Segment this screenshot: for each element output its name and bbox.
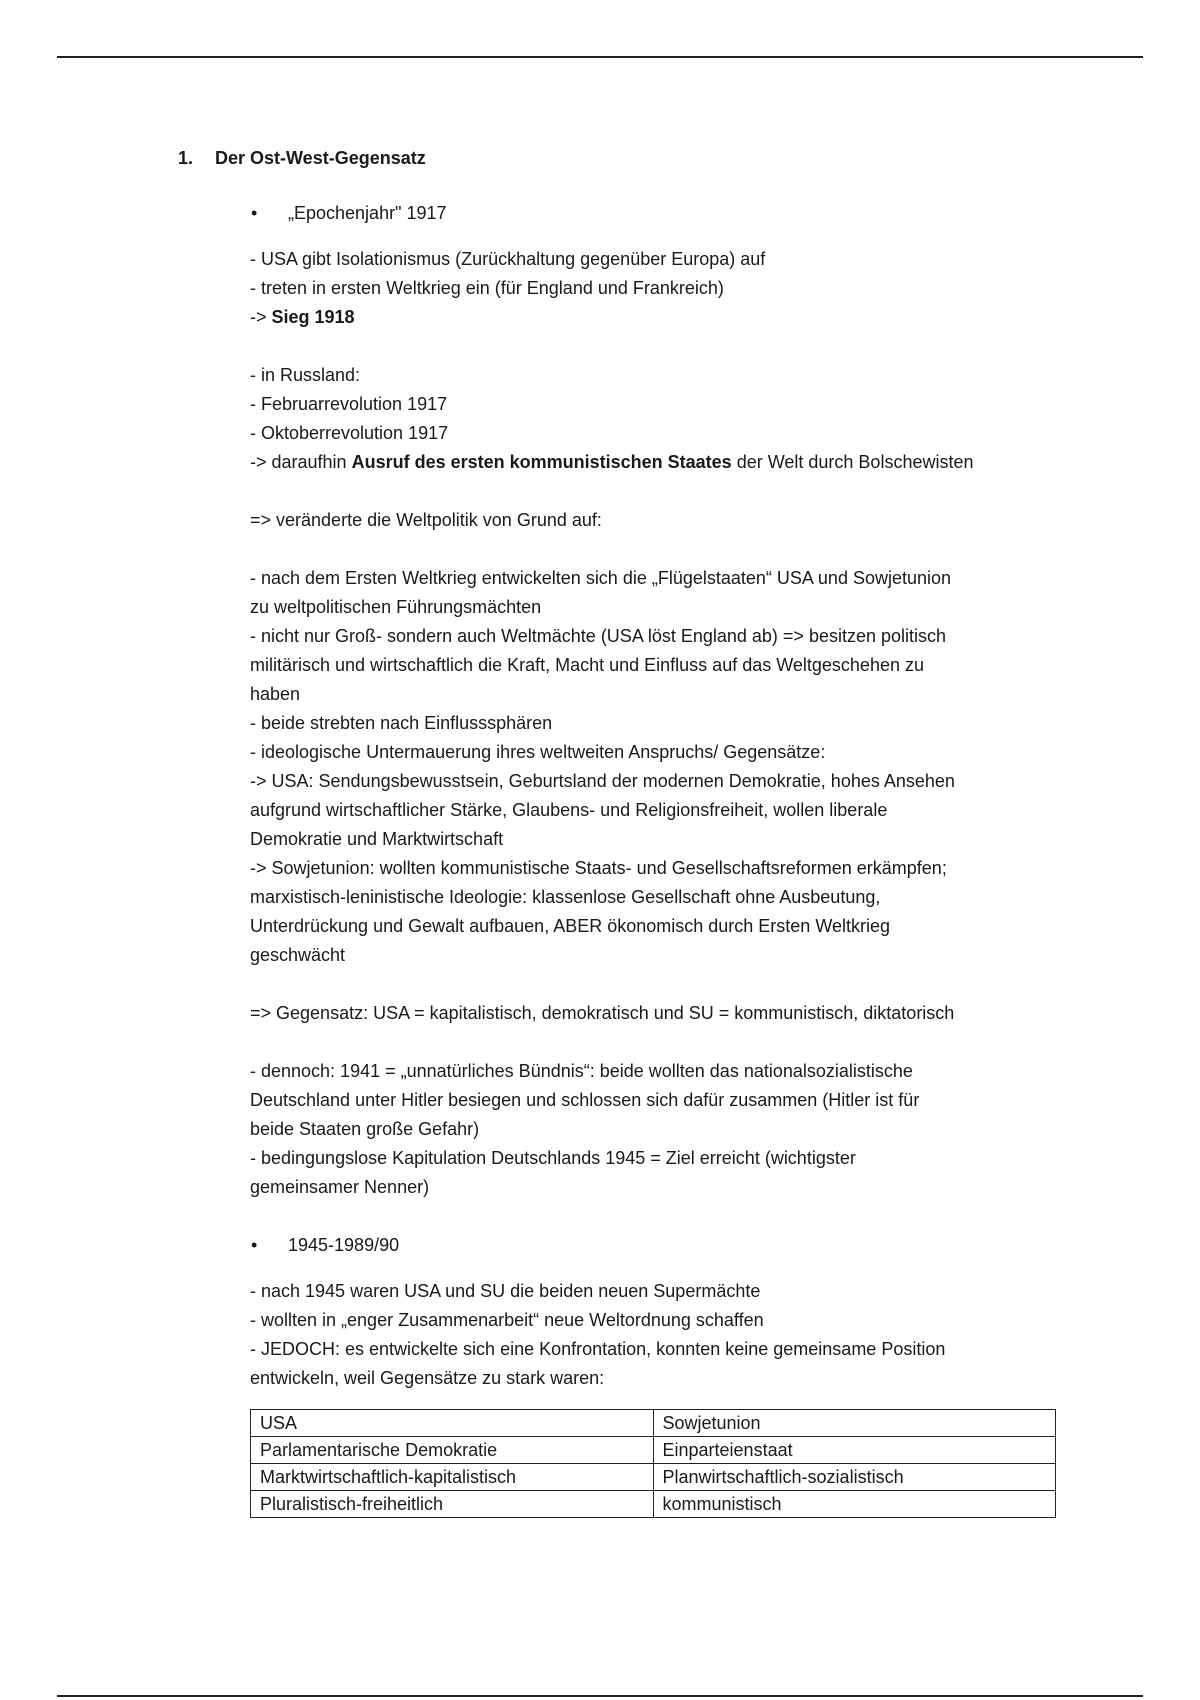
sieg-prefix: -> xyxy=(250,307,272,327)
bullet-1945-1989 xyxy=(250,1231,1090,1260)
bullet-text: „Epochenjahr" 1917 xyxy=(288,203,447,223)
text-line: - JEDOCH: es entwickelte sich eine Konfrontation, konnten keine gemeinsame Position xyxy=(250,1339,946,1359)
bullet-dot-icon: • xyxy=(251,1235,258,1255)
text-line: beide Staaten große Gefahr) xyxy=(250,1119,480,1139)
ausruf-prefix: -> daraufhin xyxy=(250,452,352,472)
bullet-dot-icon: • xyxy=(251,203,258,223)
text-line: - USA gibt Isolationismus (Zurückhaltung gegenüber Europa) auf xyxy=(250,249,766,269)
text-line: - nicht nur Groß- sondern auch Weltmächte (USA löst England ab) => besitzen politisch xyxy=(250,626,947,646)
text-line: Deutschland unter Hitler besiegen und schlossen sich dafür zusammen (Hitler ist für xyxy=(250,1090,920,1110)
section-number: 1. xyxy=(178,148,194,168)
sieg-bold: Sieg 1918 xyxy=(271,307,355,327)
text-line: - dennoch: 1941 = „unnatürliches Bündnis“: beide wollten das nationalsozialistische xyxy=(250,1061,913,1081)
table-row xyxy=(251,1491,1056,1518)
table-cell: Pluralistisch-freiheitlich xyxy=(251,1491,654,1518)
text-line: - bedingungslose Kapitulation Deutschlands 1945 = Ziel erreicht (wichtigster xyxy=(250,1148,856,1168)
text-line: zu weltpolitischen Führungsmächten xyxy=(250,597,542,617)
text-line: - beide strebten nach Einflusssphären xyxy=(250,713,553,733)
text-line: marxistisch-leninistische Ideologie: klassenlose Gesellschaft ohne Ausbeutung, xyxy=(250,887,881,907)
text-line: - Februarrevolution 1917 xyxy=(250,394,448,414)
text-line: gemeinsamer Nenner) xyxy=(250,1177,430,1197)
top-rule xyxy=(57,56,1143,58)
text-line-sieg xyxy=(250,303,1090,332)
text-line: geschwächt xyxy=(250,945,346,965)
table-cell: Sowjetunion xyxy=(653,1410,1056,1437)
text-line: Unterdrückung und Gewalt aufbauen, ABER ökonomisch durch Ersten Weltkrieg xyxy=(250,916,891,936)
ausruf-suffix: der Welt durch Bolschewisten xyxy=(731,452,974,472)
section-title: Der Ost-West-Gegensatz xyxy=(215,148,426,168)
text-line: - nach dem Ersten Weltkrieg entwickelten sich die „Flügelstaaten“ USA und Sowjetunion xyxy=(250,568,952,588)
text-line: - treten in ersten Weltkrieg ein (für England und Frankreich) xyxy=(250,278,724,298)
text-line: -> USA: Sendungsbewusstsein, Geburtsland der modernen Demokratie, hohes Ansehen xyxy=(250,771,955,791)
section-heading xyxy=(178,144,426,172)
bullet-text: 1945-1989/90 xyxy=(288,1235,400,1255)
text-line: - wollten in „enger Zusammenarbeit“ neue Weltordnung schaffen xyxy=(250,1310,764,1330)
ausruf-bold: Ausruf des ersten kommunistischen Staates xyxy=(351,452,732,472)
text-line: -> Sowjetunion: wollten kommunistische Staats- und Gesellschaftsreformen erkämpfen; xyxy=(250,858,947,878)
text-line: - Oktoberrevolution 1917 xyxy=(250,423,449,443)
text-line: haben xyxy=(250,684,301,704)
bullet-epochenjahr xyxy=(250,199,1090,228)
text-line: Demokratie und Marktwirtschaft xyxy=(250,829,504,849)
table-cell: Einparteienstaat xyxy=(653,1437,1056,1464)
text-line: militärisch und wirtschaftlich die Kraft, Macht und Einfluss auf das Weltgeschehen zu xyxy=(250,655,924,675)
text-line: - nach 1945 waren USA und SU die beiden neuen Supermächte xyxy=(250,1281,761,1301)
table-cell: kommunistisch xyxy=(653,1491,1056,1518)
table-row xyxy=(251,1437,1056,1464)
comparison-table xyxy=(250,1409,1056,1518)
text-line: => veränderte die Weltpolitik von Grund auf: xyxy=(250,510,602,530)
text-line: aufgrund wirtschaftlicher Stärke, Glaubens- und Religionsfreiheit, wollen liberale xyxy=(250,800,888,820)
table-cell: Parlamentarische Demokratie xyxy=(251,1437,654,1464)
text-line: => Gegensatz: USA = kapitalistisch, demokratisch und SU = kommunistisch, diktatorisch xyxy=(250,1003,955,1023)
text-line: - in Russland: xyxy=(250,365,361,385)
bottom-rule xyxy=(57,1695,1143,1697)
table-cell: USA xyxy=(251,1410,654,1437)
document-body xyxy=(250,199,1090,1518)
table-cell: Marktwirtschaftlich-kapitalistisch xyxy=(251,1464,654,1491)
text-line-ausruf xyxy=(250,448,1090,477)
table-row xyxy=(251,1464,1056,1491)
table-row xyxy=(251,1410,1056,1437)
table-cell: Planwirtschaftlich-sozialistisch xyxy=(653,1464,1056,1491)
text-line: entwickeln, weil Gegensätze zu stark waren: xyxy=(250,1368,605,1388)
text-line: - ideologische Untermauerung ihres weltweiten Anspruchs/ Gegensätze: xyxy=(250,742,826,762)
